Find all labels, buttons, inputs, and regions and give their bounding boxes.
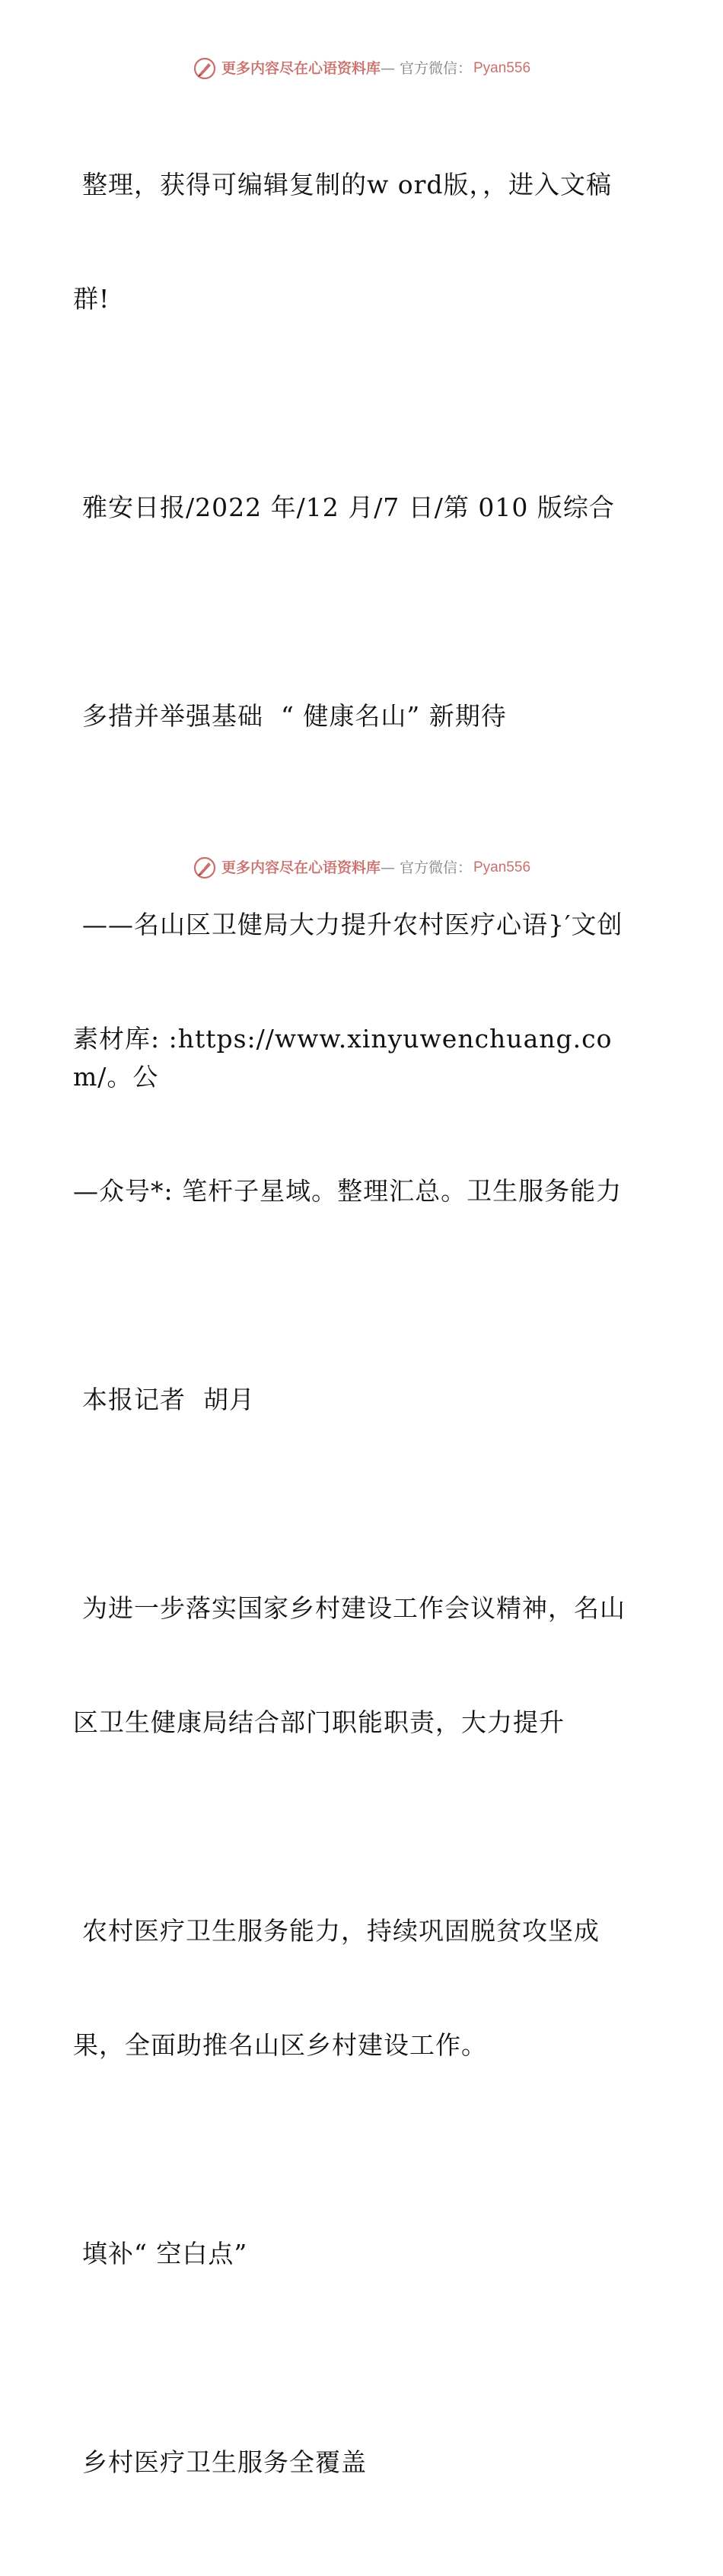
banner-wechat-handle: Pyan556 [473, 859, 531, 875]
banner-wechat-label: 官方微信： [399, 859, 472, 876]
text-line: 乡村医疗卫生服务全覆盖 [82, 2447, 367, 2477]
text-line: 区卫生健康局结合部门职能职责，大力提升 [73, 1707, 565, 1737]
banner-main-text: 更多内容尽在心语资料库 [221, 859, 381, 876]
text-line: ——名山区卫健局大力提升农村医疗心语}′文创 [82, 910, 623, 939]
header-banner [0, 53, 723, 84]
intro-paragraph [73, 90, 651, 394]
text-line: —众号*: 笔杆子星域。整理汇总。卫生服务能力 [73, 1176, 623, 1206]
body-paragraph-1 [73, 1513, 651, 1818]
banner-wechat-label: 官方微信： [399, 60, 472, 77]
section-subtitle [73, 2367, 651, 2558]
pen-logo-icon [193, 56, 217, 81]
section-title [73, 2159, 651, 2349]
pen-logo-icon [193, 856, 217, 880]
headline [73, 621, 651, 811]
banner-text [221, 859, 530, 877]
text-line: 填补“ 空白点” [82, 2239, 248, 2268]
banner-text [221, 59, 530, 78]
text-line: 农村医疗卫生服务能力，持续巩固脱贫攻坚成 [82, 1916, 600, 1946]
banner-main-text: 更多内容尽在心语资料库 [221, 60, 381, 77]
banner-separator: — [380, 859, 395, 876]
text-line: 整理，获得可编辑复制的w ord版，，进入文稿 [82, 170, 613, 199]
subheadline [73, 830, 651, 1286]
document-body [73, 90, 651, 2576]
text-line: 为进一步落实国家乡村建设工作会议精神，名山 [82, 1593, 626, 1623]
footer-banner [0, 853, 723, 883]
text-line: 果，全面助推名山区乡村建设工作。 [73, 2030, 487, 2060]
text-line: 本报记者 胡月 [82, 1385, 255, 1414]
banner-separator: — [380, 60, 395, 77]
text-line: 群! [73, 284, 110, 314]
text-line: 多措并举强基础 “ 健康名山” 新期待 [82, 701, 507, 731]
banner-wechat-handle: Pyan556 [473, 60, 531, 76]
source-line [73, 413, 651, 603]
byline [73, 1305, 651, 1495]
body-paragraph-2 [73, 1836, 651, 2141]
text-line: 素材库: :https://www.xinyuwenchuang.com/。公 [73, 1024, 613, 1092]
text-line: 雅安日报/2022 年/12 月/7 日/第 010 版综合 [82, 493, 615, 522]
